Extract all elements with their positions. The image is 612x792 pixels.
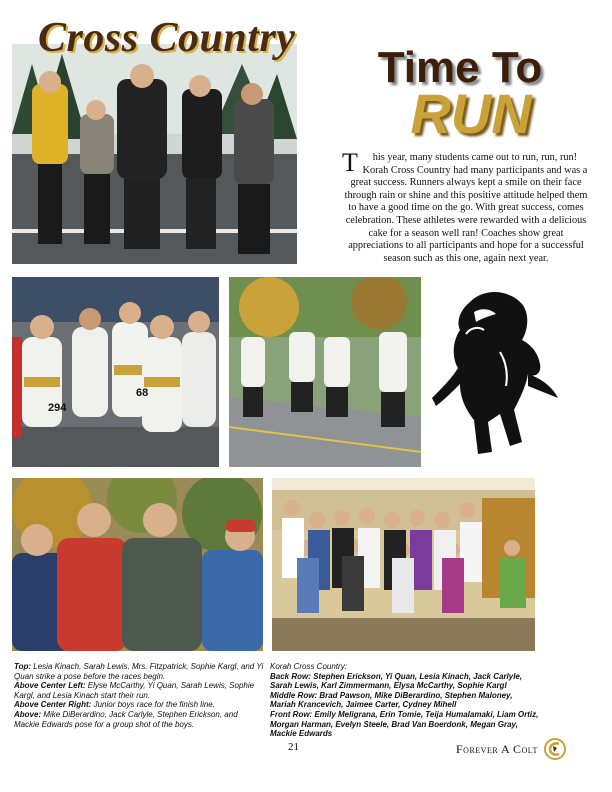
- story-drop-cap: T: [342, 148, 358, 177]
- caption-line: [14, 662, 264, 681]
- photo-boys-group: [12, 478, 263, 651]
- roster-row-label: Back Row:: [270, 671, 311, 681]
- caption-line: [14, 681, 264, 700]
- caption-label: Above Center Left:: [14, 681, 86, 691]
- headline-time-to: Time To: [377, 43, 543, 92]
- headline-run: RUN: [410, 82, 532, 145]
- photo-girls-posing: [12, 44, 297, 264]
- caption-line: [14, 710, 264, 729]
- roster-names: Brad Pawson, Mike DiBerardino, Stephen Maloney, Mariah Krancevich, Jaimee Carter, Cydney Mihell: [270, 690, 513, 710]
- caption-text: Mike DiBerardino, Jack Carlyle, Stephen Erickson, and Mackie Edwards pose for a group shot of the boys.: [14, 709, 238, 729]
- photo-team-group: [272, 478, 535, 651]
- photo-captions: [14, 662, 264, 729]
- section-title: Cross Country: [38, 15, 296, 61]
- team-roster: [270, 662, 540, 739]
- caption-label: Top:: [14, 662, 32, 671]
- photo-boys-running: [229, 277, 421, 467]
- roster-row: [270, 710, 540, 739]
- story-body: his year, many students came out to run, run, run! Korah Cross Country had many participants and was a great success. Runners always kept a smile on their face through rain or shine and this positive attitude helped them to have a good time on the go. With great success, comes celebration. These athletes were rewarded with a delicious cake for a season well ran! Coaches show great appreciations to all participants and hope for a successful season such as this one, again next year.: [344, 152, 588, 264]
- caption-line: [14, 700, 264, 710]
- roster-row-label: Middle Row:: [270, 690, 318, 700]
- caption-text: Lesia Kinach, Sarah Lewis, Mrs. Fitzpatrick, Sophie Kargl, and Yi Quan strike a pose before the races begin.: [14, 662, 264, 681]
- colt-logo-icon: [544, 738, 566, 760]
- publication-name: Forever A Colt: [456, 742, 538, 756]
- caption-text: Elyse McCarthy, Yi Quan, Sarah Lewis, Sophie Kargl, and Lesia Kinach start their run.: [14, 681, 255, 700]
- caption-label: Above:: [14, 709, 42, 719]
- roster-names: Emily Meligrana, Erin Tomie, Teija Humalamaki, Liam Ortiz, Morgan Harman, Evelyn Steele, Brad Van Boerdonk, Megan Gray, Mackie Edwards: [270, 709, 539, 739]
- colt-mascot-illustration: [430, 282, 560, 462]
- race-bib: 68: [136, 387, 149, 399]
- caption-text: Junior boys race for the finish line.: [91, 700, 215, 710]
- race-bib: 294: [48, 402, 67, 414]
- roster-names: Stephen Erickson, Yi Quan, Lesia Kinach, Jack Carlyle, Sarah Lewis, Karl Zimmermann, Elysa McCarthy, Sophie Kargl: [270, 671, 523, 691]
- caption-label: Above Center Right:: [14, 700, 92, 710]
- roster-heading: Korah Cross Country:: [270, 662, 347, 671]
- roster-row: [270, 691, 540, 710]
- story-text: [342, 148, 590, 265]
- page-number: 21: [288, 741, 299, 753]
- roster-row: [270, 672, 540, 691]
- roster-row-label: Front Row:: [270, 709, 313, 719]
- photo-girls-running: [12, 277, 219, 467]
